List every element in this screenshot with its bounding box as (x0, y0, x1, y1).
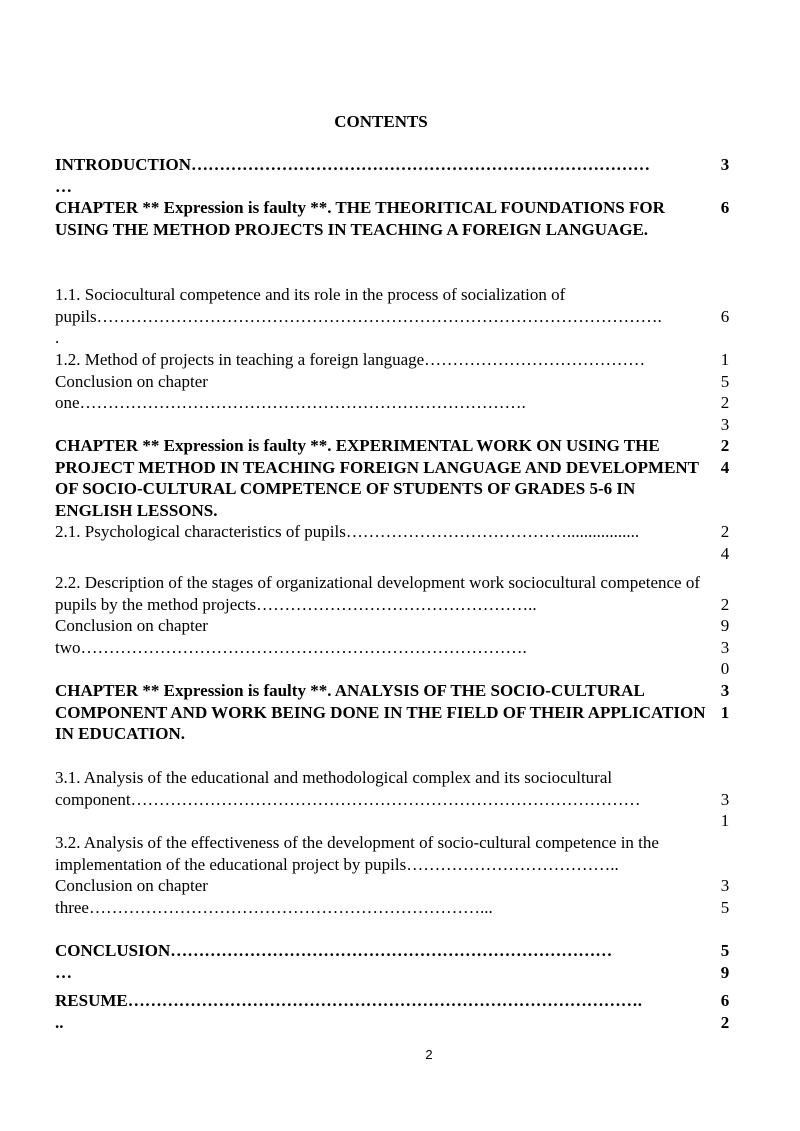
toc-entry-title: 3.2. Analysis of the effectiveness of the development of socio-cultural competence in the implementation of the educational project by pupils……………………………….. Conclusion on chapter three……………………………………………………………... (55, 833, 659, 917)
toc-entry-page: 3 1 (720, 789, 730, 831)
toc-entry-introduction (55, 154, 735, 198)
toc-entry-page: 6 2 (720, 991, 730, 1032)
toc-entry-section-2-1 (55, 521, 735, 565)
toc-entry-section-2-2 (55, 572, 735, 682)
toc-entry-page: 5 9 (720, 941, 730, 982)
toc-entry-title: CHAPTER ** Expression is faulty **. EXPERIMENTAL WORK ON USING THE PROJECT METHOD IN TEACHING FOREIGN LANGUAGE AND DEVELOPMENT OF SOCIO-CULTURAL COMPETENCE OF STUDENTS OF GRADES 5-6 IN ENGLISH LESSONS. (55, 436, 699, 520)
toc-entry-page: 3 (720, 155, 730, 174)
toc-entry-title: CONCLUSION…………………………………………………………………… … (55, 941, 613, 982)
toc-entry-title: INTRODUCTION……………………………………………………………………… … (55, 155, 651, 196)
toc-entry-title: 1.1. Sociocultural competence and its role in the process of socialization of pupils………………………………………………………………………………………. . (55, 285, 662, 348)
toc-entry-chapter-3 (55, 680, 735, 746)
toc-entry-title: 3.1. Analysis of the educational and methodological complex and its sociocultural component……………………………………………………………………………… (55, 768, 641, 809)
toc-entry-page: 2 9 3 0 (720, 594, 730, 679)
toc-entry-section-1-2 (55, 349, 735, 437)
toc-entry-conclusion (55, 940, 735, 984)
toc-entry-section-3-2 (55, 832, 735, 920)
toc-entry-title: CHAPTER ** Expression is faulty **. ANALYSIS OF THE SOCIO-CULTURAL COMPONENT AND WORK BEING DONE IN THE FIELD OF THEIR APPLICATION IN EDUCATION. (55, 681, 706, 744)
page-title: CONTENTS (334, 112, 428, 131)
toc-entry-section-1-1 (55, 284, 735, 350)
toc-entry-page: 2 4 (720, 436, 730, 477)
toc-entry-page: 6 (720, 198, 730, 217)
toc-entry-title: CHAPTER ** Expression is faulty **. THE THEORITICAL FOUNDATIONS FOR USING THE METHOD PROJECTS IN TEACHING A FOREIGN LANGUAGE. (55, 198, 665, 239)
toc-entry-page: 3 5 (720, 876, 730, 917)
toc-entry-section-3-1 (55, 767, 735, 833)
toc-entry-resume (55, 990, 735, 1034)
toc-entry-page: 1 5 2 3 (720, 350, 730, 434)
page-number: 2 (425, 1047, 433, 1062)
toc-entry-page: 2 4 (720, 522, 730, 563)
toc-entry-chapter-2 (55, 435, 735, 523)
toc-entry-chapter-1 (55, 197, 735, 263)
toc-entry-page: 6 (720, 306, 730, 326)
toc-entry-page: 3 1 (720, 681, 730, 722)
toc-entry-title: 2.2. Description of the stages of organizational development work sociocultural competence of pupils by the method projects………………………………………….. Conclusion on chapter two……………………………………………………………………. (55, 573, 701, 657)
toc-entry-title: 2.1. Psychological characteristics of pupils…………………………………................. (55, 522, 640, 541)
toc-entry-title: 1.2. Method of projects in teaching a foreign language………………………………… Conclusion on chapter one……………………………………………………………………. (55, 350, 646, 413)
toc-entry-title: RESUME………………………………………………………………………………. .. (55, 991, 642, 1032)
